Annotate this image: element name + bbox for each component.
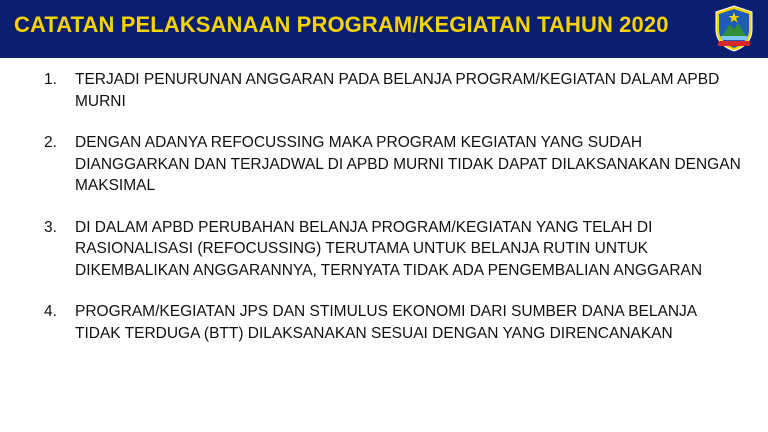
list-item [44, 301, 744, 344]
list-item [44, 132, 744, 197]
item-number: 4. [44, 303, 57, 320]
header-bar [0, 0, 768, 58]
item-text: DI DALAM APBD PERUBAHAN BELANJA PROGRAM/KEGIATAN YANG TELAH DI RASIONALISASI (REFOCUSSING) TERUTAMA UNTUK BELANJA RUTIN UNTUK DIKEMBALIKAN ANGGARANNYA, TERNYATA TIDAK ADA PENGEMBALIAN ANGGARAN [75, 218, 703, 279]
item-number: 3. [44, 218, 57, 236]
item-text: DENGAN ADANYA REFOCUSSING MAKA PROGRAM KEGIATAN YANG SUDAH DIANGGARKAN DAN TERJADWAL DI APBD MURNI TIDAK DAPAT DILAKSANAKAN DENGAN MAKSIMAL [75, 134, 741, 194]
notes-list [44, 69, 744, 364]
list-item [44, 69, 744, 112]
item-number: 2. [44, 134, 57, 151]
item-text: TERJADI PENURUNAN ANGGARAN PADA BELANJA PROGRAM/KEGIATAN DALAM APBD MURNI [75, 71, 720, 110]
page-title: CATATAN PELAKSANAAN PROGRAM/KEGIATAN TAHUN 2020 [14, 12, 669, 37]
list-item [44, 217, 744, 282]
item-number: 1. [44, 71, 57, 88]
provincial-emblem-icon [712, 4, 756, 52]
item-text: PROGRAM/KEGIATAN JPS DAN STIMULUS EKONOMI DARI SUMBER DANA BELANJA TIDAK TERDUGA (BTT) DILAKSANAKAN SESUAI DENGAN YANG DIRENCANAKAN [75, 303, 697, 342]
